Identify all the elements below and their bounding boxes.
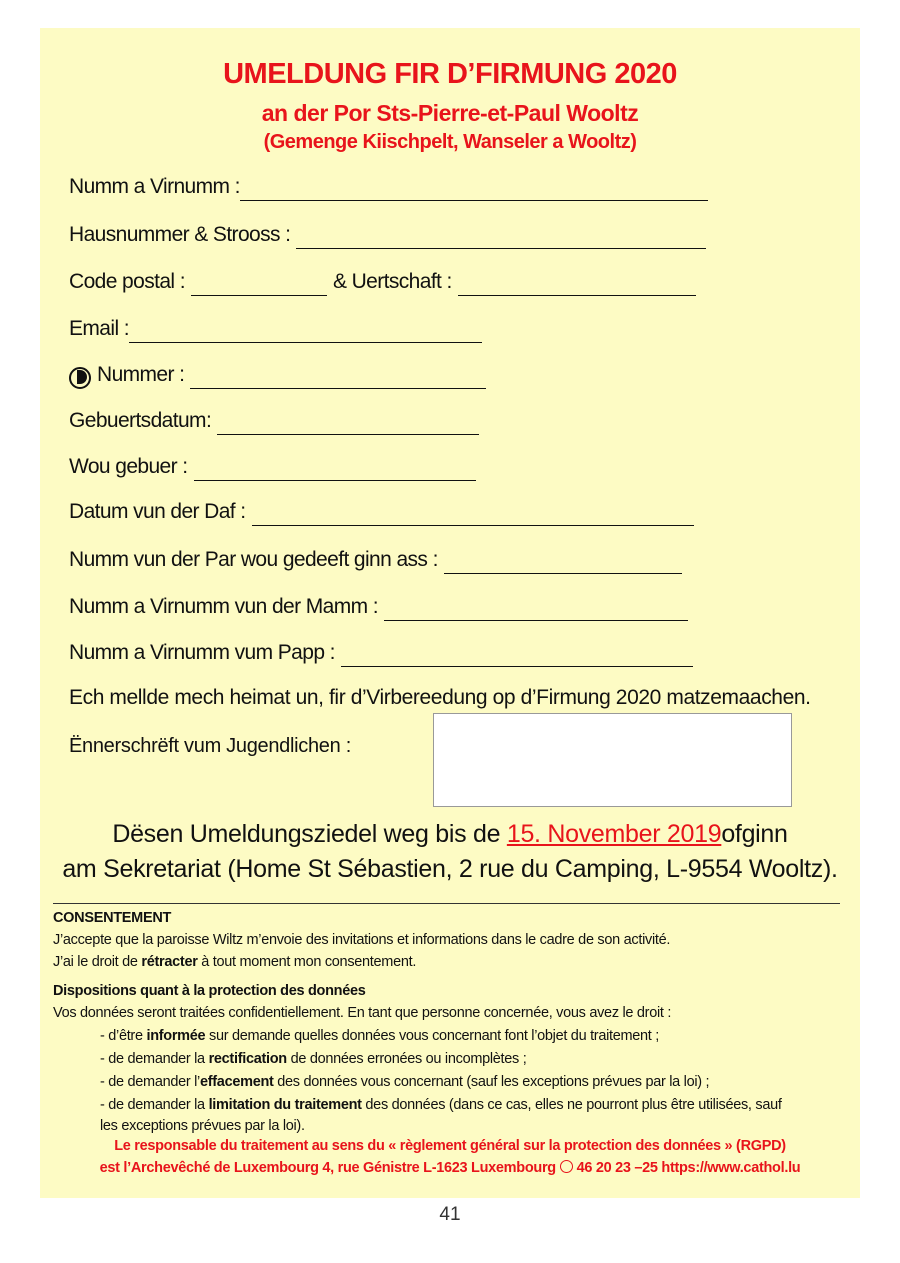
baptism-parish-input-line[interactable] <box>444 551 682 574</box>
phone-icon <box>560 1160 573 1173</box>
right-rectification: - de demander la rectification de données erronées ou incomplètes ; <box>100 1051 527 1067</box>
locality-label: & Uertschaft : <box>332 270 452 293</box>
email-label: Email : <box>69 317 129 340</box>
email-input-line[interactable] <box>129 320 482 343</box>
controller-line-2: est l’Archevêché de Luxembourg 4, rue Génistre L-1623 Luxembourg 46 20 23 –25 https://www.cathol.lu <box>99 1160 801 1176</box>
page-number: 41 <box>439 1204 461 1225</box>
section-divider <box>53 903 840 904</box>
consent-line-1: J’accepte que la paroisse Wiltz m’envoie des invitations et informations dans le cadre de son activité. <box>53 932 671 948</box>
mother-name-input-line[interactable] <box>384 598 688 621</box>
mother-name-label: Numm a Virnumm vun der Mamm : <box>69 595 378 618</box>
data-protection-intro: Vos données seront traitées confidentiellement. En tant que personne concernée, vous avez le droit : <box>53 1005 672 1021</box>
father-name-field <box>69 637 693 667</box>
postal-code-label: Code postal : <box>69 270 185 293</box>
signature-box[interactable] <box>433 713 792 807</box>
signature-label: Ënnerschrëft vum Jugendlichen : <box>69 735 351 757</box>
right-erasure: - de demander l’effacement des données vous concernant (sauf les exceptions prévues par la loi) ; <box>100 1074 710 1090</box>
form-subtitle: an der Por Sts-Pierre-et-Paul Wooltz <box>261 100 639 126</box>
postal-locality-field <box>69 266 696 296</box>
baptism-date-input-line[interactable] <box>252 503 694 526</box>
deadline-suffix: ofginn <box>721 820 788 848</box>
data-protection-heading: Dispositions quant à la protection des données <box>53 983 366 999</box>
locality-input-line[interactable] <box>458 273 696 296</box>
email-field <box>69 313 482 343</box>
baptism-parish-field <box>69 544 682 574</box>
right-limitation: - de demander la limitation du traitement des données (dans ce cas, elles ne pourront plus être utilisées, sauf <box>100 1097 782 1113</box>
baptism-date-field <box>69 496 694 526</box>
address-input-line[interactable] <box>296 226 706 249</box>
birth-date-field <box>69 405 479 435</box>
phone-field <box>69 359 486 389</box>
form-communes: (Gemenge Kiischpelt, Wanseler a Wooltz) <box>263 131 637 153</box>
controller-line-1: Le responsable du traitement au sens du « règlement général sur la protection des données » (RGPD) <box>114 1138 786 1154</box>
deadline-prefix: Dësen Umeldungsziedel weg bis de <box>112 820 501 848</box>
postal-code-input-line[interactable] <box>191 273 327 296</box>
registration-declaration: Ech mellde mech heimat un, fir d’Virbereedung op d’Firmung 2020 matzemaachen. <box>69 686 811 709</box>
phone-input-line[interactable] <box>190 366 486 389</box>
right-information: - d’être informée sur demande quelles données vous concernant font l’objet du traitement ; <box>100 1028 659 1044</box>
mother-name-field <box>69 591 688 621</box>
deadline-line-1 <box>0 820 900 849</box>
consent-heading: CONSENTEMENT <box>53 910 172 926</box>
birth-place-input-line[interactable] <box>194 458 476 481</box>
phone-label: Nummer : <box>97 363 185 386</box>
birth-place-label: Wou gebuer : <box>69 455 188 478</box>
consent-line-2: J’ai le droit de rétracter à tout moment mon consentement. <box>53 954 417 970</box>
deadline-line-2: am Sekretariat (Home St Sébastien, 2 rue du Camping, L-9554 Wooltz). <box>62 855 838 883</box>
baptism-date-label: Datum vun der Daf : <box>69 500 246 523</box>
father-name-label: Numm a Virnumm vum Papp : <box>69 641 335 664</box>
name-field <box>69 171 708 201</box>
phone-icon <box>69 367 91 389</box>
baptism-parish-label: Numm vun der Par wou gedeeft ginn ass : <box>69 548 438 571</box>
name-label: Numm a Virnumm : <box>69 175 240 198</box>
right-limitation-cont: les exceptions prévues par la loi). <box>100 1118 305 1134</box>
father-name-input-line[interactable] <box>341 644 693 667</box>
birth-place-field <box>69 451 476 481</box>
address-field <box>69 219 706 249</box>
name-input-line[interactable] <box>240 178 708 201</box>
deadline-date: 15. November 2019 <box>506 820 722 848</box>
form-title: UMELDUNG FIR D’FIRMUNG 2020 <box>223 58 677 90</box>
birth-date-input-line[interactable] <box>217 412 479 435</box>
address-label: Hausnummer & Strooss : <box>69 223 291 246</box>
birth-date-label: Gebuertsdatum: <box>69 409 212 432</box>
